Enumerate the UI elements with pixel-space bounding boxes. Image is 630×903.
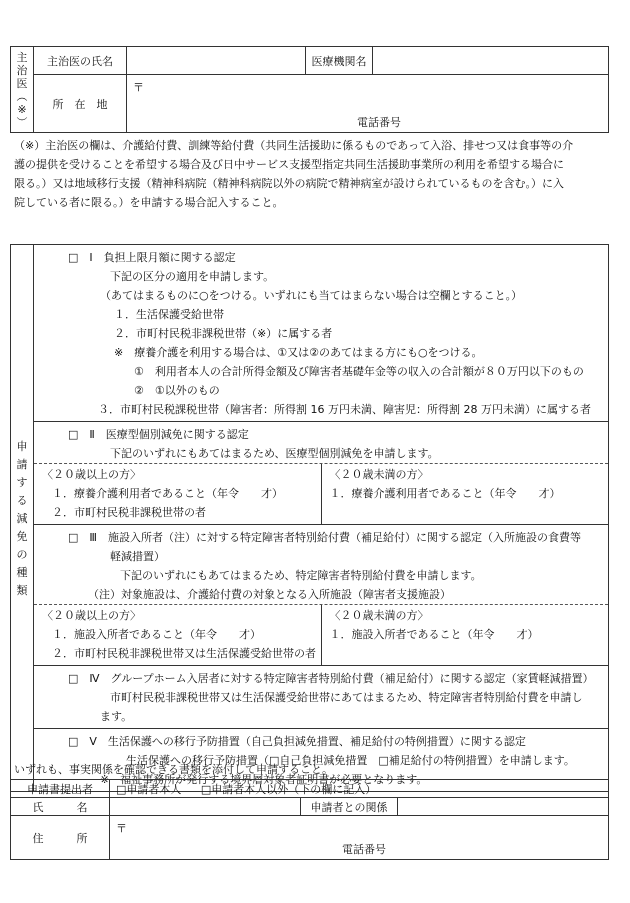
section-1-suboption[interactable]: ① 利用者本人の合計所得金額及び障害者基礎年金等の収入の合計額が８０万円以下のもの <box>134 365 584 378</box>
reduction-table <box>10 244 609 792</box>
section-2-checkbox[interactable]: □ Ⅱ 医療型個別減免に関する認定 <box>68 428 249 441</box>
reduction-content <box>34 245 609 792</box>
section-5-text[interactable]: 生活保護への移行予防措置（□自己負担減免措置 □補足給付の特例措置）を申請します。 <box>126 754 575 767</box>
side-char: 請 <box>16 457 28 471</box>
over20-heading: 〈２０歳以上の方〉 <box>42 468 141 481</box>
section-3-text: 下記のいずれにもあてはまるため、特定障害者特別給付費を申請します。 <box>120 569 482 582</box>
section-1 <box>34 245 608 421</box>
footnote-line: 限る。）又は地域移行支援（精神科病院（精神科病院以外の病院で精神病室が設けられているものを含む。）に入 <box>14 177 564 190</box>
postal-mark: 〒 <box>133 81 144 94</box>
section-4-text: 市町村民税非課税世帯又は生活保護受給世帯にあてはまるため、特定障害者特別給付費を申請し <box>110 691 583 704</box>
section-1-option[interactable]: １．生活保護受給世帯 <box>114 308 224 321</box>
side-char: の <box>16 547 28 561</box>
side-char: る <box>16 493 28 507</box>
section-4-text: ます。 <box>100 710 133 723</box>
side-char: 治 <box>16 63 28 77</box>
section-1-note: ※ 療養介護を利用する場合は、①又は②のあてはまる方にも○をつける。 <box>114 346 483 359</box>
submitter-other-checkbox[interactable]: □申請者本人以外（下の欄に記入） <box>200 782 377 796</box>
doctor-address-label: 所 在 地 <box>34 75 127 133</box>
section-2-over20 <box>34 464 321 524</box>
section-1-text: 下記の区分の適用を申請します。 <box>110 270 275 283</box>
section-1-checkbox[interactable]: □ Ⅰ 負担上限月額に関する認定 <box>68 251 236 264</box>
reduction-side-label <box>11 245 34 792</box>
section-3-title-cont: 軽減措置） <box>110 550 165 563</box>
submitter-phone-label: 電話番号 <box>342 843 386 856</box>
doctor-phone-label: 電話番号 <box>357 116 401 129</box>
submitter-self-checkbox[interactable]: □申請者本人 <box>116 782 182 796</box>
institution-label: 医療機関名 <box>306 47 373 75</box>
side-char: 類 <box>16 583 28 597</box>
side-char: ︶ <box>16 115 28 129</box>
side-char: 種 <box>16 565 28 579</box>
side-char: ︵ <box>16 89 28 103</box>
section-4-checkbox[interactable]: □ Ⅳ グループホーム入居者に対する特定障害者特別給付費（補足給付）に関する認定（家賃軽減措置） <box>68 672 594 685</box>
under20-heading: 〈２０歳未満の方〉 <box>329 609 429 622</box>
section-5-note: ※ 福祉事務所が発行する境界層対象者証明書が必要となります。 <box>100 773 428 786</box>
doctor-side-label <box>11 47 34 133</box>
over20-option[interactable]: ２．市町村民税非課税世帯又は生活保護受給世帯の者 <box>52 647 316 660</box>
side-char: す <box>16 475 28 489</box>
section-1-option[interactable]: ２．市町村民税非課税世帯（※）に属する者 <box>114 327 333 340</box>
over20-option[interactable]: １．施設入所者であること（年令 才） <box>52 628 261 641</box>
over20-option[interactable]: ２．市町村民税非課税世帯の者 <box>52 506 206 519</box>
over20-heading: 〈２０歳以上の方〉 <box>42 609 141 622</box>
section-2-text: 下記のいずれにもあてはまるため、医療型個別減免を申請します。 <box>110 447 439 460</box>
side-char: 主 <box>16 50 28 64</box>
section-3-age-columns <box>34 604 608 665</box>
over20-option[interactable]: １．療養介護利用者であること（年令 才） <box>52 487 283 500</box>
doctor-footnote <box>14 136 618 212</box>
attach-note: いずれも、事実関係を確認できる書類を添付して申請すること。 <box>14 763 333 776</box>
section-5-checkbox[interactable]: □ Ⅴ 生活保護への移行予防措置（自己負担減免措置、補足給付の特例措置）に関する認定 <box>68 735 526 748</box>
footnote-line: （※）主治医の欄は、介護給付費、訓練等給付費（共同生活援助に係るものであって入浴、排せつ又は食事等の介 <box>14 139 574 152</box>
submitter-label: 申請書提出者 <box>11 780 110 798</box>
section-2-age-columns <box>34 463 608 524</box>
side-char: 免 <box>16 529 28 543</box>
institution-field[interactable] <box>373 47 609 75</box>
section-1-suboption[interactable]: ② ①以外のもの <box>134 384 220 397</box>
section-4 <box>34 665 608 728</box>
section-2-under20 <box>321 464 609 524</box>
footnote-line: 院している者に限る。）を申請する場合記入すること。 <box>14 196 284 209</box>
section-3-note: （注）対象施設は、介護給付費の対象となる入所施設（障害者支援施設） <box>88 588 451 601</box>
side-char: 申 <box>16 439 28 453</box>
submitter-name-label: 氏 名 <box>11 798 110 816</box>
doctor-table <box>10 46 609 133</box>
relation-field[interactable] <box>398 798 609 816</box>
submitter-table <box>10 779 609 860</box>
relation-label: 申請者との関係 <box>301 798 398 816</box>
section-1-text: （あてはまるものに○をつける。いずれにも当てはまらない場合は空欄とすること。） <box>100 289 523 302</box>
submitter-options <box>110 780 609 798</box>
submitter-address-label: 住 所 <box>11 816 110 860</box>
submitter-address-field[interactable] <box>110 816 609 860</box>
section-3 <box>34 524 608 604</box>
postal-mark: 〒 <box>116 822 127 835</box>
section-3-under20 <box>321 605 609 665</box>
side-char: 医 <box>16 76 28 90</box>
side-char: 減 <box>16 511 28 525</box>
section-3-over20 <box>34 605 321 665</box>
under20-heading: 〈２０歳未満の方〉 <box>329 468 429 481</box>
doctor-address-field[interactable] <box>127 75 609 133</box>
section-3-checkbox[interactable]: □ Ⅲ 施設入所者（注）に対する特定障害者特別給付費（補足給付）に関する認定（入所施設の食費等 <box>68 531 581 544</box>
under20-option[interactable]: １．施設入所者であること（年令 才） <box>329 628 539 641</box>
footnote-line: 護の提供を受けることを希望する場合及び日中サービス支援型指定共同生活援助事業所の利用を希望する場合に <box>14 158 564 171</box>
under20-option[interactable]: １．療養介護利用者であること（年令 才） <box>329 487 561 500</box>
doctor-name-label: 主治医の氏名 <box>34 47 127 75</box>
doctor-name-field[interactable] <box>127 47 306 75</box>
section-2 <box>34 421 608 463</box>
section-1-option[interactable]: ３．市町村民税課税世帯（障害者：所得割 16 万円未満、障害児：所得割 28 万円未満）に属する者 <box>98 403 591 416</box>
side-char: ※ <box>17 102 27 116</box>
submitter-name-field[interactable] <box>110 798 301 816</box>
